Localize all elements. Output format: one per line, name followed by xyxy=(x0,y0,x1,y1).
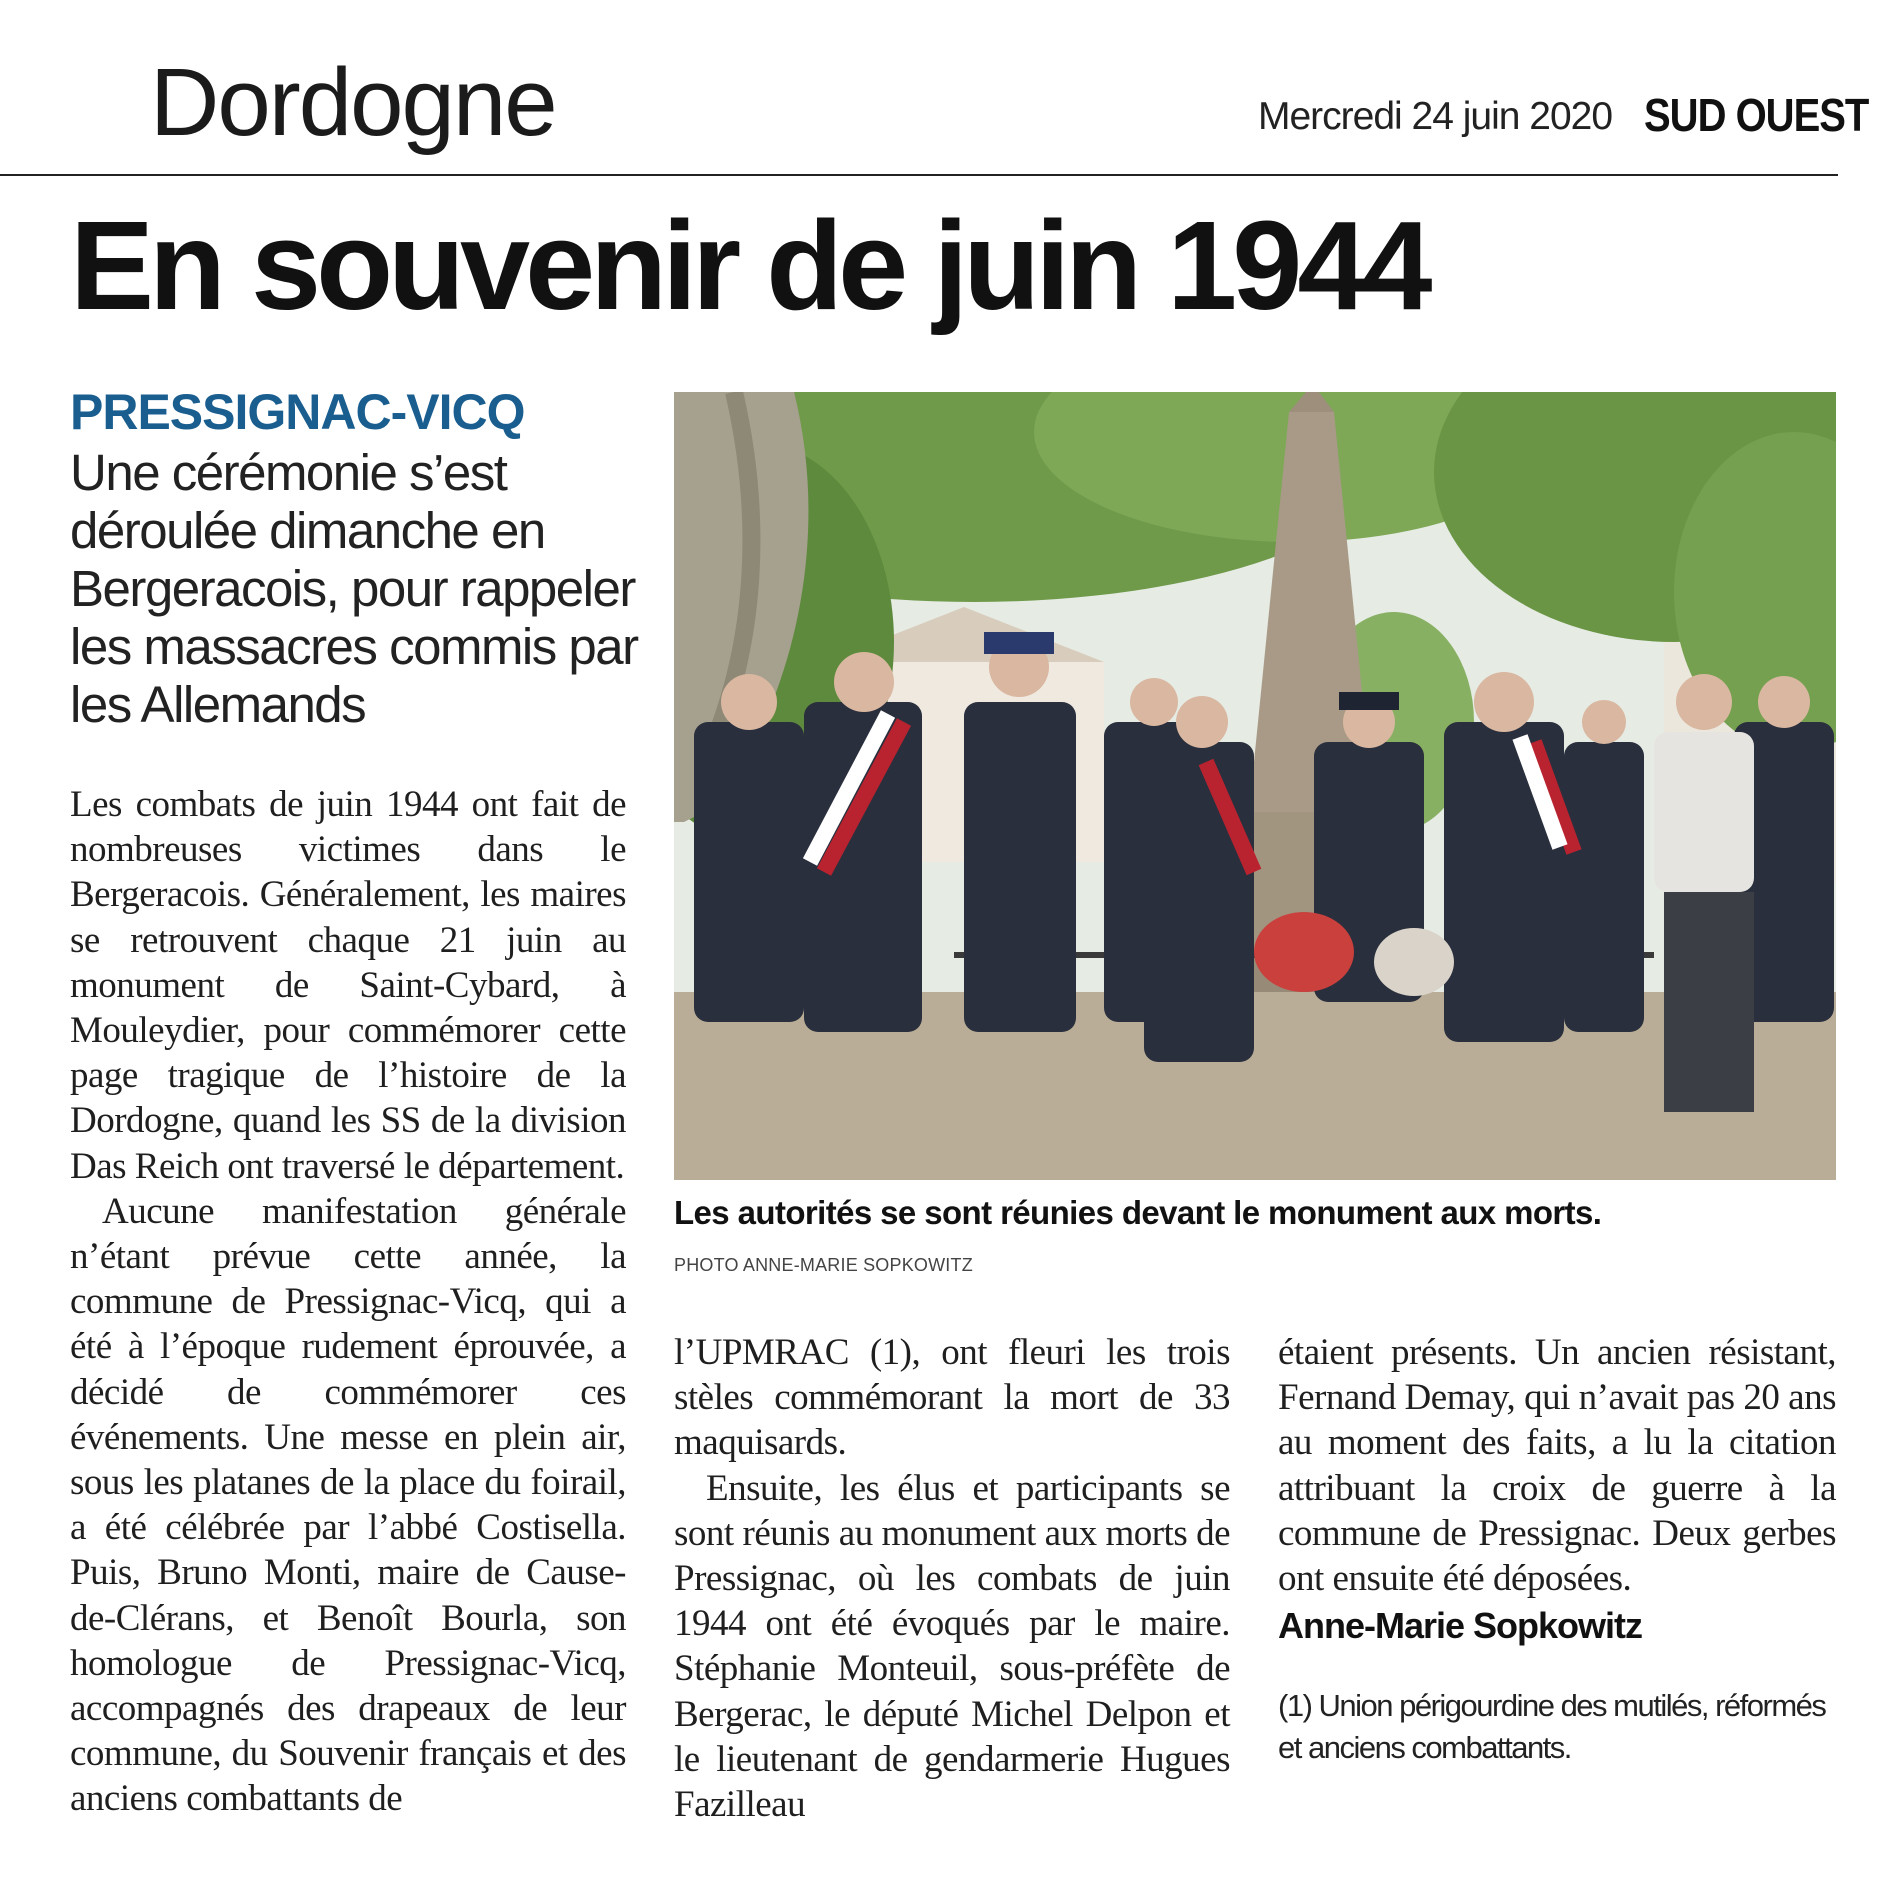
body-column-2 xyxy=(674,1330,1230,1827)
body-column-1 xyxy=(70,782,626,1822)
photo-caption: Les autorités se sont réunies devant le monument aux morts. xyxy=(674,1194,1602,1231)
paragraph: Aucune manifestation générale n’étant prévue cette année, la commune de Pressignac-Vicq, qui a été à l’époque rudement éprouvée, a décidé de commémorer ces événements. Une messe en plein air, sous les platanes de la place du foirail, a été célébrée par l’abbé Costisella. Puis, Bruno Monti, maire de Cause-de-Clérans, et Benoît Bourla, son homologue de Pressignac-Vicq, accompagnés des drapeaux de leur commune, du Souvenir français et des anciens combattants de xyxy=(70,1190,626,1820)
photo-credit: PHOTO ANNE-MARIE SOPKOWITZ xyxy=(674,1255,973,1275)
paragraph: l’UPMRAC (1), ont fleuri les trois stèles commémorant la mort de 33 maquisards. xyxy=(674,1332,1230,1464)
newspaper-brand: SUD OUEST xyxy=(1644,90,1869,142)
ceremony-photo-illustration xyxy=(674,392,1836,1180)
header-rule xyxy=(0,174,1838,176)
section-title: Dordogne xyxy=(150,49,556,156)
paragraph: Les combats de juin 1944 ont fait de nombreuses victimes dans le Bergeracois. Généralement, les maires se retrouvent chaque 21 juin au monument de Saint-Cybard, à Mouleydier, pour commémorer cette page tragique de l’histoire de la Dordogne, quand les SS de la division Das Reich ont traversé le département. xyxy=(70,784,626,1187)
paragraph: Ensuite, les élus et participants se sont réunis au monument aux morts de Pressignac, où les combats de juin 1944 ont été évoqués par le maire. Stéphanie Monteuil, sous-préfète de Bergerac, le député Michel Delpon et le lieutenant de gendarmerie Hugues Fazilleau xyxy=(674,1467,1230,1826)
headline: En souvenir de juin 1944 xyxy=(70,195,1428,336)
lede: Une cérémonie s’est déroulée dimanche en Bergeracois, pour rappeler les massacres commis par les Allemands xyxy=(70,444,638,733)
publication-date: Mercredi 24 juin 2020 xyxy=(1258,95,1613,138)
author-byline: Anne-Marie Sopkowitz xyxy=(1278,1605,1643,1647)
location-kicker: PRESSIGNAC-VICQ xyxy=(70,384,525,440)
footnote: (1) Union périgourdine des mutilés, réformés et anciens combattants. xyxy=(1278,1688,1826,1766)
article-photo xyxy=(674,392,1836,1180)
body-column-3 xyxy=(1278,1330,1836,1769)
paragraph: étaient présents. Un ancien résistant, Fernand Demay, qui n’avait pas 20 ans au moment des faits, a lu la citation attribuant la croix de guerre à la commune de Pressignac. Deux gerbes ont ensuite été déposées. xyxy=(1278,1332,1836,1600)
